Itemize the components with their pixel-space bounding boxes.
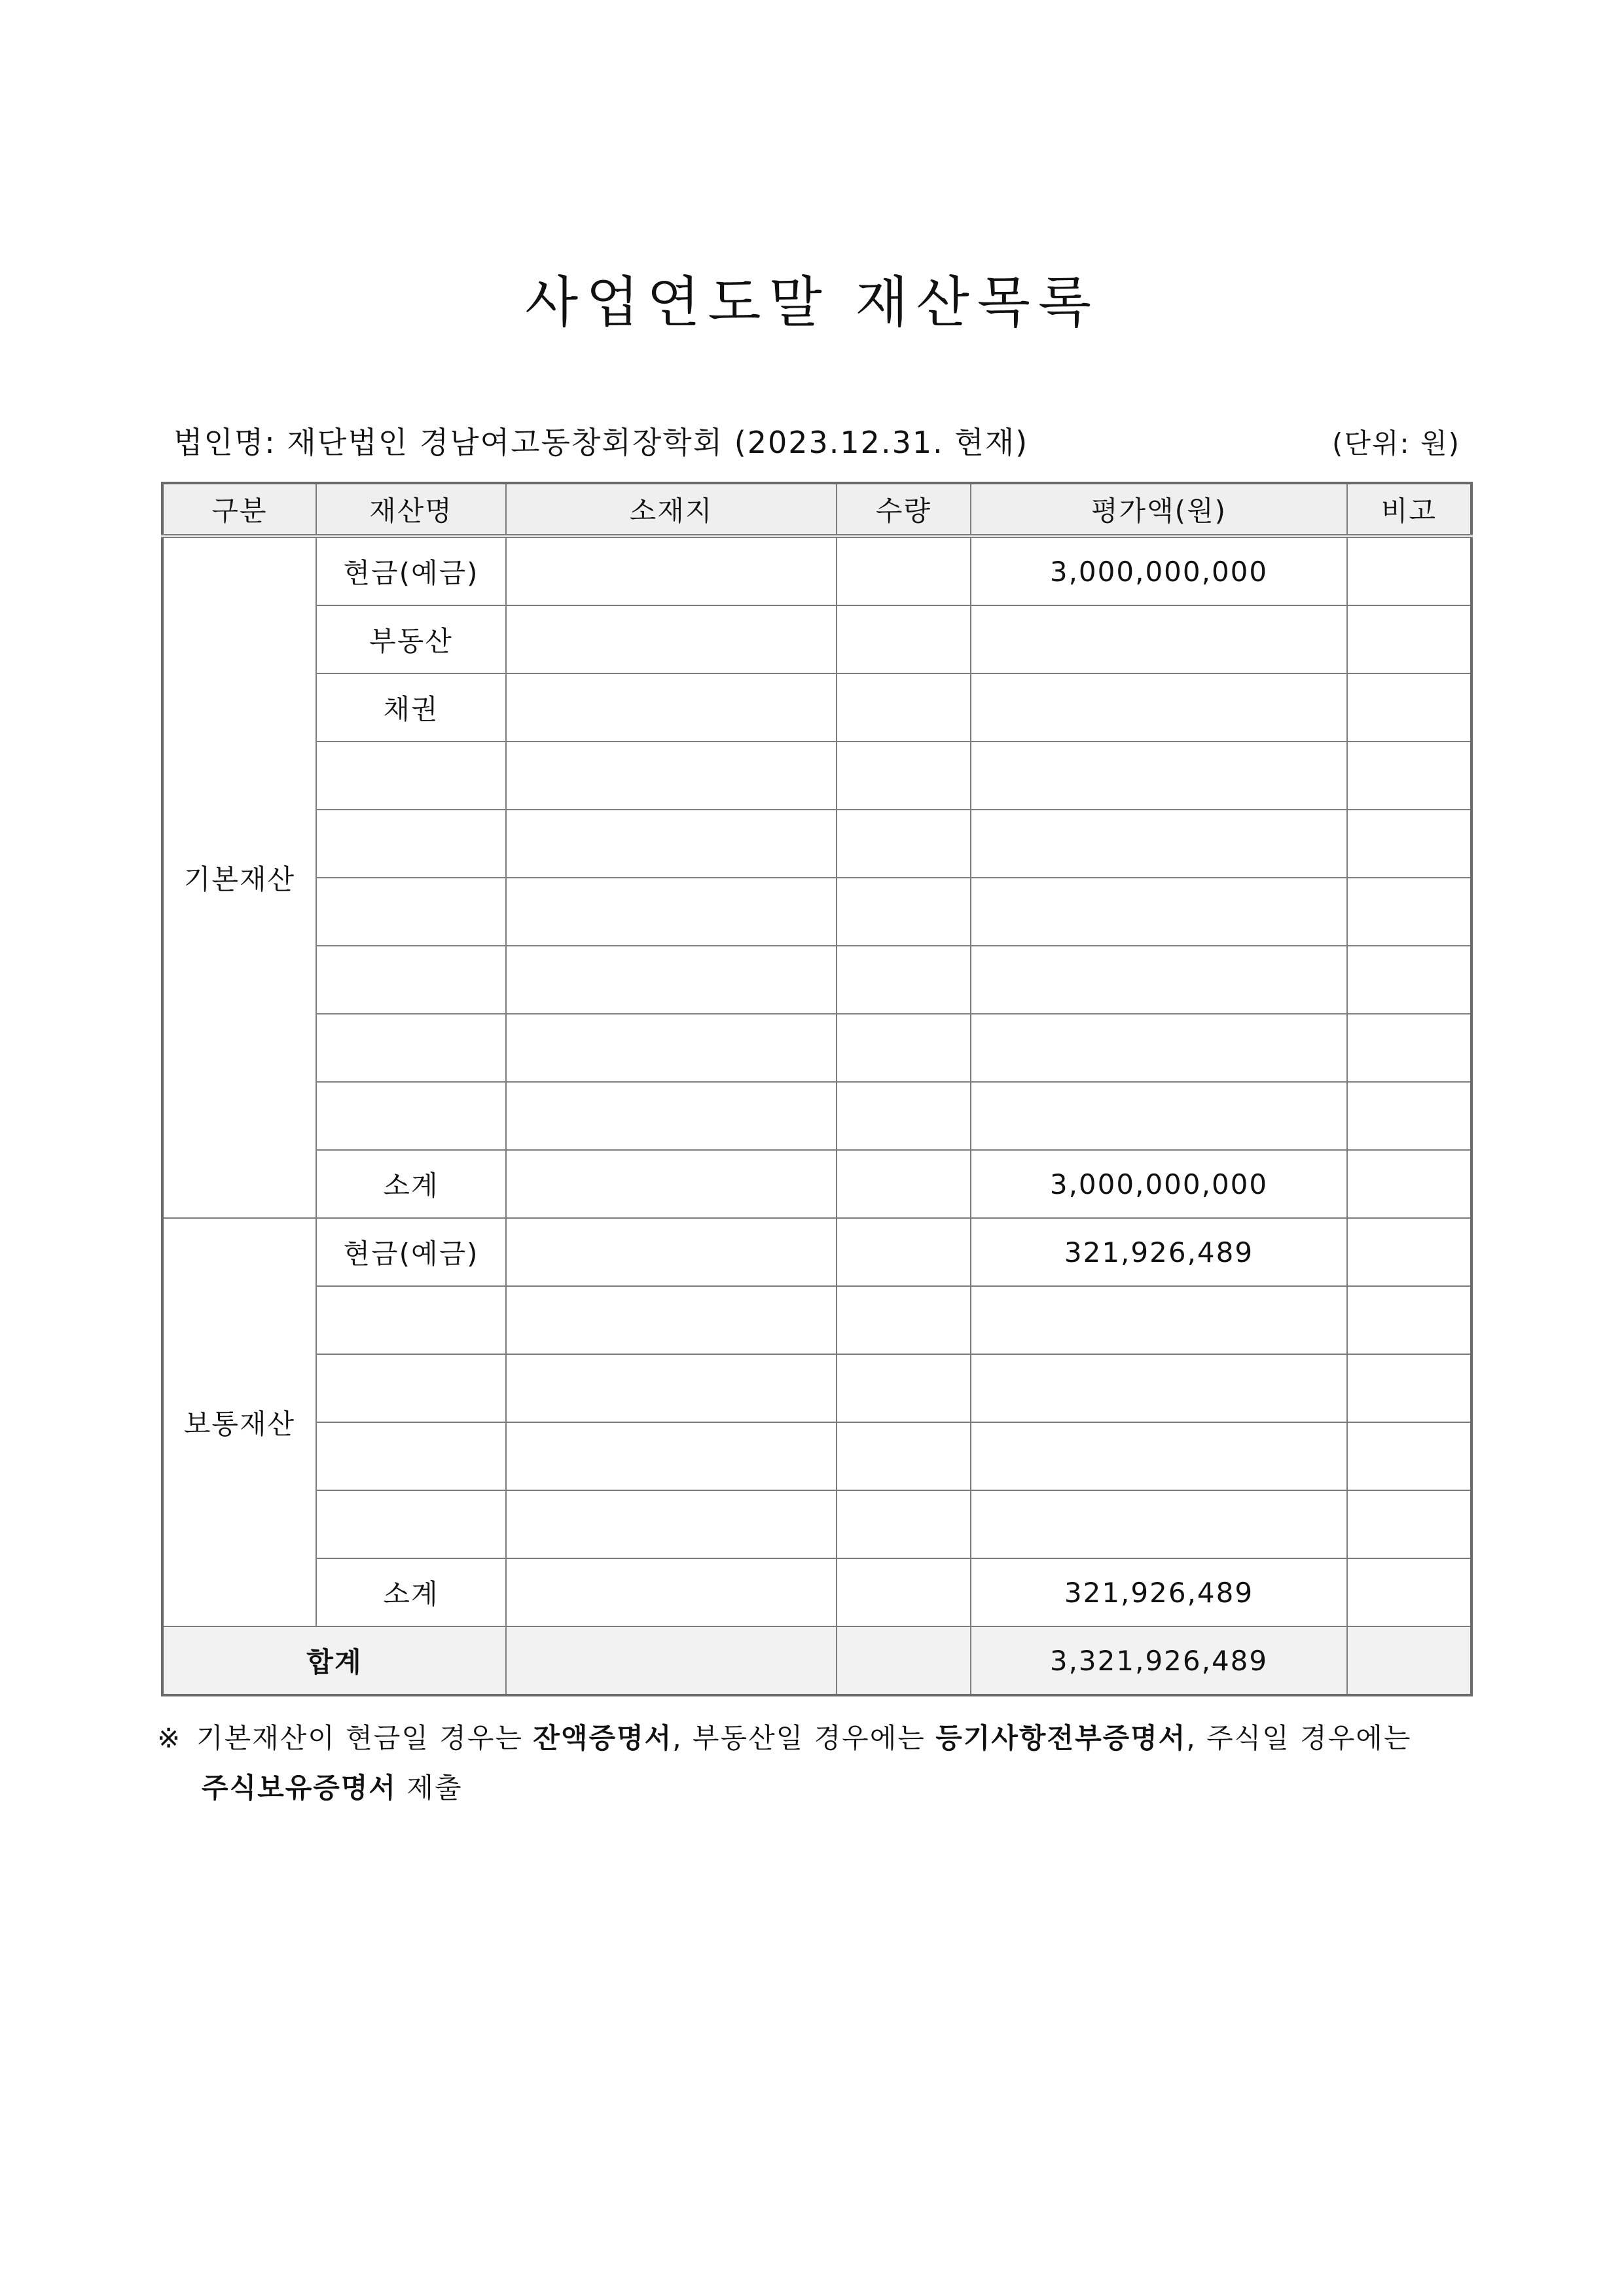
value-cell (971, 605, 1347, 673)
subtotal-row (162, 1150, 1471, 1218)
value-cell (971, 1354, 1347, 1422)
remarks-cell (1347, 536, 1471, 605)
subtotal-row (162, 1558, 1471, 1626)
location-cell (506, 1082, 837, 1150)
subtotal-label: 소계 (316, 1150, 506, 1218)
table-row (162, 536, 1471, 605)
quantity-cell (837, 1014, 971, 1082)
remarks-cell (1347, 1150, 1471, 1218)
table-row (162, 946, 1471, 1014)
quantity-cell (837, 1218, 971, 1286)
footnote-text-2: , 부동산일 경우에는 (672, 1722, 936, 1754)
quantity-cell (837, 1626, 971, 1695)
table-row (162, 742, 1471, 810)
asset-table (161, 482, 1473, 1696)
header-category: 구분 (162, 483, 316, 536)
quantity-cell (837, 1286, 971, 1354)
footnote-text-3: , 주식일 경우에는 (1186, 1722, 1412, 1754)
location-cell (506, 742, 837, 810)
remarks-cell (1347, 1286, 1471, 1354)
header-value: 평가액(원) (971, 483, 1347, 536)
organization-line: 법인명: 재단법인 경남여고동창회장학회 (2023.12.31. 현재) (173, 425, 1029, 460)
value-cell (971, 1422, 1347, 1490)
subtotal-value: 3,000,000,000 (971, 1150, 1347, 1218)
table-row (162, 1014, 1471, 1082)
footnote-bold-3: 주식보유증명서 (202, 1772, 397, 1804)
value-cell (971, 810, 1347, 878)
remarks-cell (1347, 1490, 1471, 1558)
category-cell: 기본재산 (162, 536, 316, 1218)
quantity-cell (837, 742, 971, 810)
remarks-cell (1347, 1218, 1471, 1286)
location-cell (506, 1286, 837, 1354)
asset-name-cell: 현금(예금) (316, 1218, 506, 1286)
quantity-cell (837, 1150, 971, 1218)
table-header-row (162, 483, 1471, 536)
value-cell: 3,000,000,000 (971, 536, 1347, 605)
quantity-cell (837, 673, 971, 742)
location-cell (506, 673, 837, 742)
location-cell (506, 810, 837, 878)
asset-name-cell (316, 1014, 506, 1082)
asset-name-cell: 채권 (316, 673, 506, 742)
asset-name-cell (316, 742, 506, 810)
remarks-cell (1347, 878, 1471, 946)
quantity-cell (837, 878, 971, 946)
footnote-text-4: 제출 (397, 1772, 463, 1804)
quantity-cell (837, 810, 971, 878)
value-cell: 321,926,489 (971, 1218, 1347, 1286)
location-cell (506, 1422, 837, 1490)
quantity-cell (837, 946, 971, 1014)
remarks-cell (1347, 742, 1471, 810)
asset-name-cell (316, 1422, 506, 1490)
table-row (162, 878, 1471, 946)
footnote-bold-2: 등기사항전부증명서 (935, 1722, 1187, 1754)
quantity-cell (837, 1082, 971, 1150)
table-row (162, 810, 1471, 878)
value-cell (971, 1286, 1347, 1354)
asset-name-cell (316, 1082, 506, 1150)
remarks-cell (1347, 1626, 1471, 1695)
table-body (162, 536, 1471, 1695)
footnote (157, 1713, 1473, 1813)
table-row (162, 1490, 1471, 1558)
remarks-cell (1347, 673, 1471, 742)
asset-name-cell: 현금(예금) (316, 536, 506, 605)
location-cell (506, 946, 837, 1014)
remarks-cell (1347, 1558, 1471, 1626)
value-cell (971, 1014, 1347, 1082)
value-cell (971, 878, 1347, 946)
location-cell (506, 1014, 837, 1082)
quantity-cell (837, 536, 971, 605)
asset-name-cell: 부동산 (316, 605, 506, 673)
table-row (162, 1422, 1471, 1490)
location-cell (506, 1218, 837, 1286)
value-cell (971, 742, 1347, 810)
asset-name-cell (316, 1490, 506, 1558)
header-asset-name: 재산명 (316, 483, 506, 536)
header-location: 소재지 (506, 483, 837, 536)
remarks-cell (1347, 946, 1471, 1014)
remarks-cell (1347, 1082, 1471, 1150)
subtotal-label: 소계 (316, 1558, 506, 1626)
location-cell (506, 1150, 837, 1218)
remarks-cell (1347, 1354, 1471, 1422)
location-cell (506, 878, 837, 946)
total-value: 3,321,926,489 (971, 1626, 1347, 1695)
category-cell: 보통재산 (162, 1218, 316, 1626)
value-cell (971, 1082, 1347, 1150)
location-cell (506, 1490, 837, 1558)
document-title: 사업연도말 재산목록 (525, 270, 1099, 334)
header-remarks: 비고 (1347, 483, 1471, 536)
value-cell (971, 673, 1347, 742)
table-row (162, 605, 1471, 673)
location-cell (506, 1354, 837, 1422)
total-label: 합계 (162, 1626, 506, 1695)
quantity-cell (837, 1558, 971, 1626)
remarks-cell (1347, 605, 1471, 673)
location-cell (506, 1626, 837, 1695)
location-cell (506, 1558, 837, 1626)
table-row (162, 1354, 1471, 1422)
subtotal-value: 321,926,489 (971, 1558, 1347, 1626)
table-row (162, 673, 1471, 742)
value-cell (971, 1490, 1347, 1558)
asset-name-cell (316, 1286, 506, 1354)
asset-name-cell (316, 810, 506, 878)
total-row (162, 1626, 1471, 1695)
unit-label: (단위: 원) (1332, 427, 1460, 459)
location-cell (506, 536, 837, 605)
footnote-bold-1: 잔액증명서 (533, 1722, 673, 1754)
asset-name-cell (316, 946, 506, 1014)
asset-name-cell (316, 1354, 506, 1422)
location-cell (506, 605, 837, 673)
asset-name-cell (316, 878, 506, 946)
header-quantity: 수량 (837, 483, 971, 536)
table-row (162, 1082, 1471, 1150)
table-row (162, 1286, 1471, 1354)
quantity-cell (837, 605, 971, 673)
quantity-cell (837, 1354, 971, 1422)
table-row (162, 1218, 1471, 1286)
remarks-cell (1347, 1422, 1471, 1490)
remarks-cell (1347, 810, 1471, 878)
remarks-cell (1347, 1014, 1471, 1082)
quantity-cell (837, 1490, 971, 1558)
footnote-text-1: 기본재산이 현금일 경우는 (196, 1722, 533, 1754)
value-cell (971, 946, 1347, 1014)
quantity-cell (837, 1422, 971, 1490)
footnote-mark: ※ (157, 1722, 182, 1754)
